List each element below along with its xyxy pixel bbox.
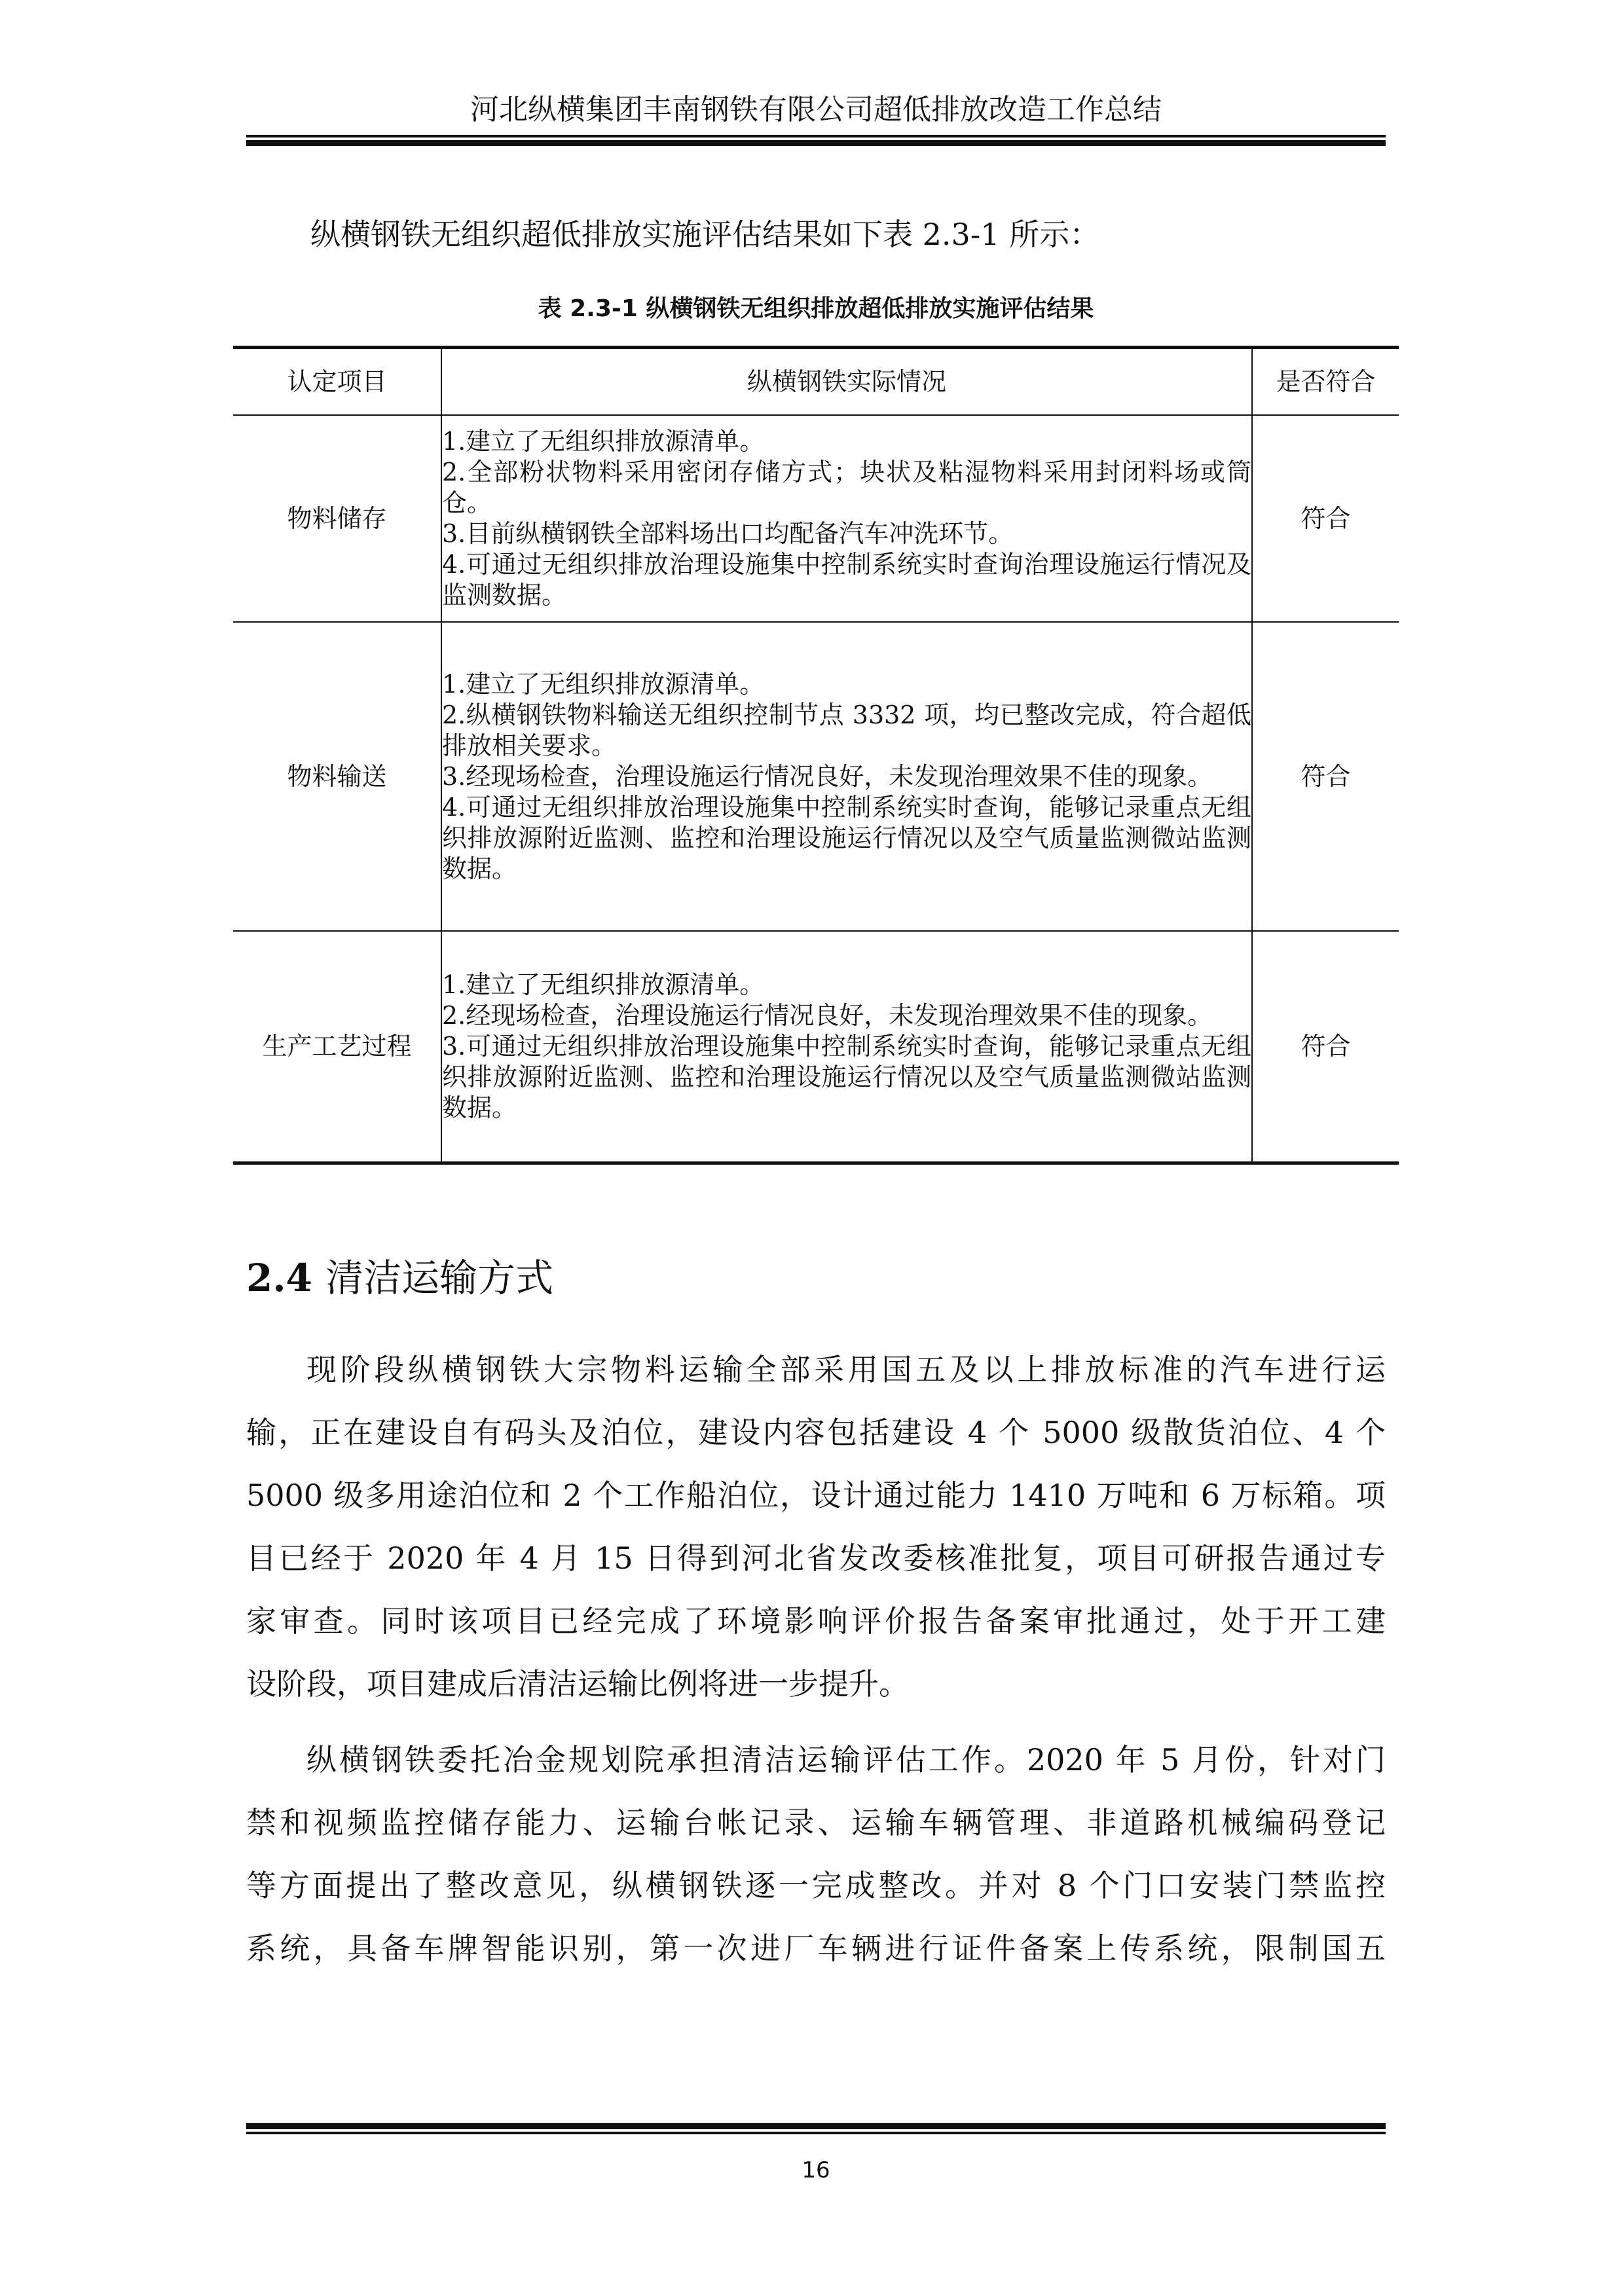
detail-line: 3.可通过无组织排放治理设施集中控制系统实时查询，能够记录重点无组织排放源附近监测、监控和治理设施运行情况以及空气质量监测微站监测数据。 (442, 1031, 1251, 1122)
row-result: 符合 (1252, 622, 1399, 931)
paragraph-line: 输，正在建设自有码头及泊位，建设内容包括建设 4 个 5000 级散货泊位、4 个 (246, 1415, 1386, 1450)
row-details (441, 415, 1252, 622)
row-item: 物料储存 (233, 415, 441, 622)
paragraph-line: 禁和视频监控储存能力、运输台帐记录、运输车辆管理、非道路机械编码登记 (246, 1805, 1386, 1840)
paragraph-line: 现阶段纵横钢铁大宗物料运输全部采用国五及以上排放标准的汽车进行运 (306, 1352, 1386, 1387)
header-item: 认定项目 (233, 348, 441, 416)
table-row (233, 931, 1399, 1163)
row-details (441, 622, 1252, 931)
detail-line: 2.全部粉状物料采用密闭存储方式；块状及粘湿物料采用封闭料场或筒仓。 (442, 458, 1251, 517)
section-title-text: 清洁运输方式 (325, 1256, 554, 1300)
row-details (441, 931, 1252, 1163)
header-result: 是否符合 (1252, 348, 1399, 416)
table-row (233, 415, 1399, 622)
row-result: 符合 (1252, 415, 1399, 622)
paragraph-line: 设阶段，项目建成后清洁运输比例将进一步提升。 (246, 1666, 909, 1702)
detail-line: 1.建立了无组织排放源清单。 (442, 427, 765, 456)
detail-line: 2.纵横钢铁物料输送无组织控制节点 3332 项，均已整改完成，符合超低排放相关要求。 (442, 700, 1251, 760)
detail-line: 4.可通过无组织排放治理设施集中控制系统实时查询治理设施运行情况及监测数据。 (442, 550, 1251, 610)
paragraph-line: 家审查。同时该项目已经完成了环境影响评价报告备案审批通过，处于开工建 (246, 1603, 1386, 1639)
page-number: 16 (802, 2157, 830, 2183)
header-detail: 纵横钢铁实际情况 (441, 348, 1252, 416)
table-row (233, 622, 1399, 931)
detail-line: 3.目前纵横钢铁全部料场出口均配备汽车冲洗环节。 (442, 519, 1014, 548)
row-result: 符合 (1252, 931, 1399, 1163)
row-item: 生产工艺过程 (233, 931, 441, 1163)
running-header: 河北纵横集团丰南钢铁有限公司超低排放改造工作总结 (470, 93, 1162, 126)
table-caption: 表 2.3-1 纵横钢铁无组织排放超低排放实施评估结果 (538, 295, 1094, 322)
detail-line: 1.建立了无组织排放源清单。 (442, 970, 765, 999)
header-rule-thick (246, 140, 1386, 146)
evaluation-table (233, 346, 1399, 1165)
detail-line: 4.可通过无组织排放治理设施集中控制系统实时查询，能够记录重点无组织排放源附近监测、监控和治理设施运行情况以及空气质量监测微站监测数据。 (442, 792, 1251, 883)
paragraph-line: 等方面提出了整改意见，纵横钢铁逐一完成整改。并对 8 个门口安装门禁监控 (246, 1868, 1386, 1903)
table-header-row (233, 348, 1399, 416)
paragraph-line: 目已经于 2020 年 4 月 15 日得到河北省发改委核准批复，项目可研报告通过专 (246, 1540, 1386, 1576)
detail-line: 1.建立了无组织排放源清单。 (442, 669, 765, 699)
footer-rule-thin (246, 2132, 1386, 2134)
intro-sentence: 纵横钢铁无组织超低排放实施评估结果如下表 2.3-1 所示： (310, 217, 1100, 252)
body-paragraph-2 (246, 1728, 1386, 1980)
header-rule-thin (246, 135, 1386, 137)
footer-rule-thick (246, 2123, 1386, 2129)
body-paragraph-1 (246, 1338, 1386, 1715)
detail-line: 3.经现场检查，治理设施运行情况良好，未发现治理效果不佳的现象。 (442, 761, 1213, 791)
row-item: 物料输送 (233, 622, 441, 931)
paragraph-line: 纵横钢铁委托冶金规划院承担清洁运输评估工作。2020 年 5 月份，针对门 (306, 1742, 1386, 1777)
section-number: 2.4 (246, 1256, 312, 1300)
paragraph-line: 5000 级多用途泊位和 2 个工作船泊位，设计通过能力 1410 万吨和 6 万标箱。项 (246, 1478, 1386, 1513)
paragraph-line: 系统，具备车牌智能识别，第一次进厂车辆进行证件备案上传系统，限制国五 (246, 1931, 1386, 1966)
section-heading (246, 1252, 553, 1304)
detail-line: 2.经现场检查，治理设施运行情况良好，未发现治理效果不佳的现象。 (442, 1000, 1213, 1030)
